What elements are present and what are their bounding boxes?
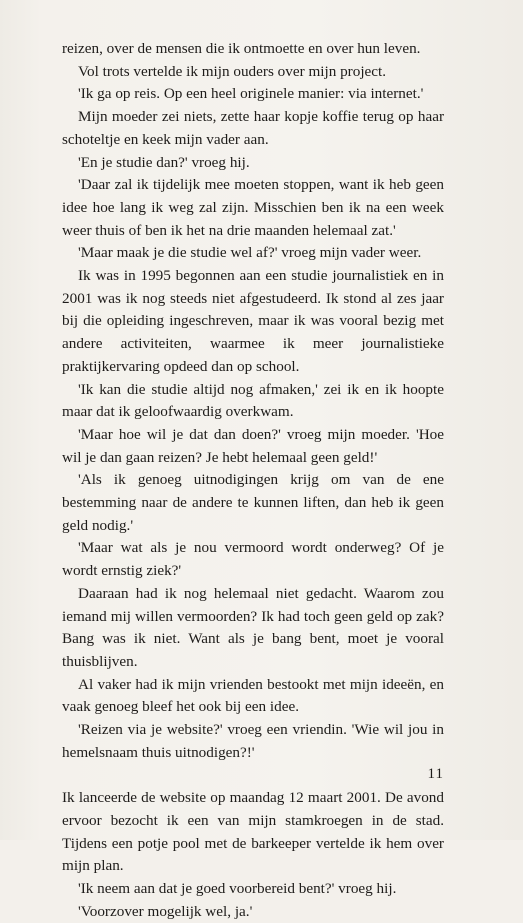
paragraph: 'Als ik genoeg uitnodigingen krijg om van de ene bestemming naar de andere te kunnen liften, dan heb ik geen geld nodig.' bbox=[62, 471, 444, 534]
body-text bbox=[62, 38, 444, 923]
paragraph: 'Maar wat als je nou vermoord wordt onderweg? Of je wordt ernstig ziek?' bbox=[62, 539, 444, 580]
paragraph: 'Reizen via je website?' vroeg een vriendin. 'Wie wil jou in hemelsnaam thuis uitnodigen?!' bbox=[62, 721, 444, 761]
paragraph: Vol trots vertelde ik mijn ouders over mijn project. bbox=[78, 62, 387, 80]
paragraph: 'Daar zal ik tijdelijk mee moeten stoppen, want ik heb geen idee hoe lang ik weg zal zijn. Misschien ben ik na een week weer thuis of ben ik het na drie maanden helemaal zat.' bbox=[62, 176, 444, 239]
paragraph: Daaraan had ik nog helemaal niet gedacht. Waarom zou iemand mij willen vermoorden? Ik had toch geen geld op zak? Bang was ik niet. Want als je bang bent, moet je vooral thuisblijven. bbox=[62, 584, 444, 670]
paragraph: reizen, over de mensen die ik ontmoette en over hun leven. bbox=[62, 40, 421, 57]
paragraph: Mijn moeder zei niets, zette haar kopje koffie terug op haar schoteltje en keek mijn vader aan. bbox=[62, 108, 444, 148]
paragraph: 'Ik kan die studie altijd nog afmaken,' zei ik en ik hoopte maar dat ik geloofwaardig overkwam. bbox=[62, 380, 444, 421]
page-number: 11 bbox=[427, 766, 444, 782]
paragraph: 'Maar hoe wil je dat dan doen?' vroeg mijn moeder. 'Hoe wil je dan gaan reizen? Je hebt helemaal geen geld!' bbox=[62, 425, 444, 466]
paragraph: 'Ik ga op reis. Op een heel originele manier: via internet.' bbox=[78, 85, 424, 103]
paragraph: 'Ik neem aan dat je goed voorbereid bent?' vroeg hij. bbox=[78, 880, 397, 897]
paragraph: Ik was in 1995 begonnen aan een studie journalistiek en in 2001 was ik nog steeds niet afgestudeerd. Ik stond al zes jaar bij die opleiding ingeschreven, maar ik was vooral bezig met andere activiteiten, waarmee ik meer journalistieke praktijkervaring opdeed dan op school. bbox=[62, 267, 444, 375]
paragraph: 'En je studie dan?' vroeg hij. bbox=[78, 153, 250, 171]
paragraph: Ik lanceerde de website op maandag 12 maart 2001. De avond ervoor bezocht ik een van mijn stamkroegen in de stad. Tijdens een potje pool met de barkeeper vertelde ik hem over mijn plan. bbox=[62, 789, 444, 875]
section-break bbox=[62, 765, 444, 788]
paragraph: 'Voorzover mogelijk wel, ja.' bbox=[78, 902, 253, 920]
paragraph: 'Maar maak je die studie wel af?' vroeg mijn vader weer. bbox=[78, 244, 422, 262]
paragraph: Al vaker had ik mijn vrienden bestookt met mijn ideeën, en vaak genoeg bleef het ook bij een idee. bbox=[62, 675, 444, 716]
